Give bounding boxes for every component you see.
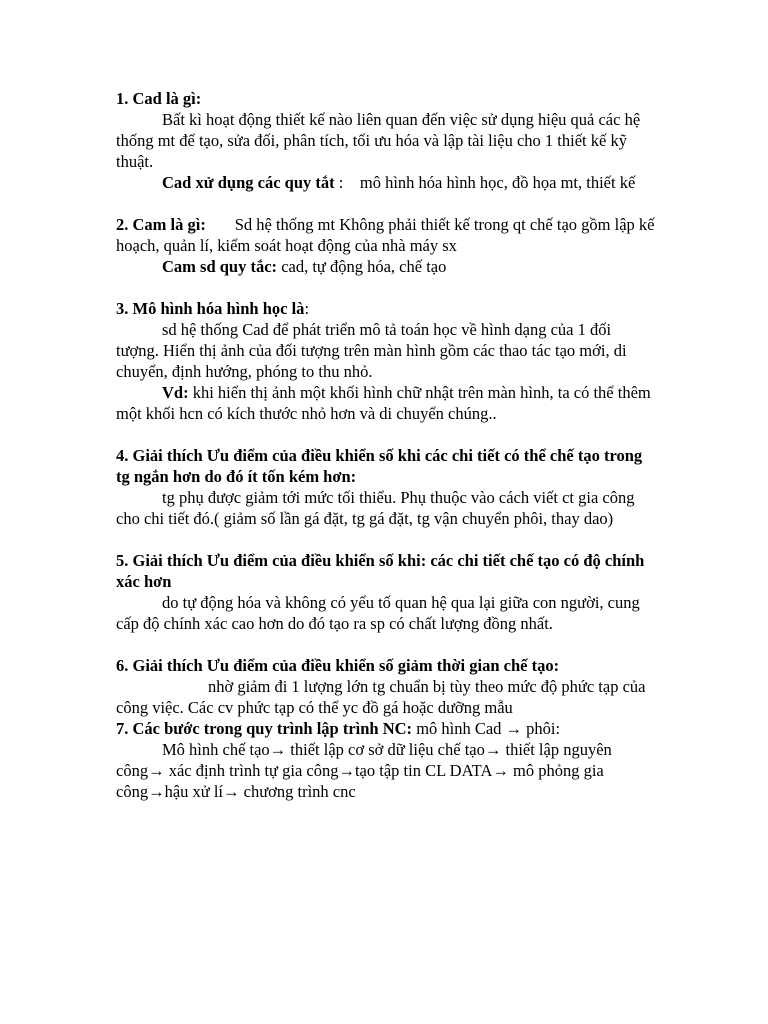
document-page xyxy=(116,88,656,802)
section-7-body: Mô hình chế tạo→ thiết lập cơ sở dữ liệu chế tạo→ thiết lập nguyên công→ xác định trình tự gia công→tạo tập tin CL DATA→ mô phỏng gia công→hậu xử lí→ chương trình cnc xyxy=(116,740,612,801)
section-4-body: tg phụ được giảm tới mức tối thiểu. Phụ thuộc vào cách viết ct gia công cho chi tiết đó.( giảm số lần gá đặt, tg gá đặt, tg vận chuyển phôi, thay dao) xyxy=(116,488,635,528)
section-7-heading: 7. Các bước trong quy trình lập trình NC: mô hình Cad → phôi: xyxy=(116,719,561,738)
section-5-body: do tự động hóa và không có yếu tố quan hệ qua lại giữa con người, cung cấp độ chính xác cao hơn do đó tạo ra sp có chất lượng đồng nhất. xyxy=(116,593,640,633)
section-3-body: sd hệ thống Cad để phát triển mô tả toán học về hình dạng của 1 đối tượng. Hiển thị ảnh của đối tượng trên màn hình gồm các thao tác tạo mới, di chuyển, định hướng, phóng to thu nhỏ. xyxy=(116,320,627,381)
section-3-heading: 3. Mô hình hóa hình học là: xyxy=(116,299,310,318)
section-2-heading-body: 2. Cam là gì: Sd hệ thống mt Không phải thiết kế trong qt chế tạo gồm lập kế hoạch, quản lí, kiểm soát hoạt động của nhà máy sx xyxy=(116,215,655,255)
section-2-rules: Cam sd quy tắc: cad, tự động hóa, chế tạo xyxy=(162,257,447,276)
section-1-heading: 1. Cad là gì: xyxy=(116,89,202,108)
section-6-heading: 6. Giải thích Ưu điểm của điều khiển số giảm thời gian chế tạo: xyxy=(116,656,560,675)
section-3-example: Vd: khi hiển thị ảnh một khối hình chữ nhật trên màn hình, ta có thể thêm một khối hcn có kích thước nhỏ hơn và di chuyển chúng.. xyxy=(116,383,651,423)
section-1-body: Bất kì hoạt động thiết kế nào liên quan đến việc sử dụng hiệu quả các hệ thống mt để tạo, sửa đối, phân tích, tối ưu hóa và lập tài liệu cho 1 thiết kế kỹ thuật. xyxy=(116,110,641,171)
section-6-body: nhờ giảm đi 1 lượng lớn tg chuẩn bị tùy theo mức độ phức tạp của công việc. Các cv phức tạp có thể yc đồ gá hoặc dưỡng mẫu xyxy=(116,677,646,717)
section-1-rules: Cad xử dụng các quy tắt : mô hình hóa hình học, đồ họa mt, thiết kế xyxy=(162,173,636,192)
section-4-heading: 4. Giải thích Ưu điểm của điều khiển số khi các chi tiết có thể chế tạo trong tg ngắn hơn do đó ít tốn kém hơn: xyxy=(116,446,643,486)
section-5-heading: 5. Giải thích Ưu điểm của điều khiển số khi: các chi tiết chế tạo có độ chính xác hơn xyxy=(116,551,645,591)
